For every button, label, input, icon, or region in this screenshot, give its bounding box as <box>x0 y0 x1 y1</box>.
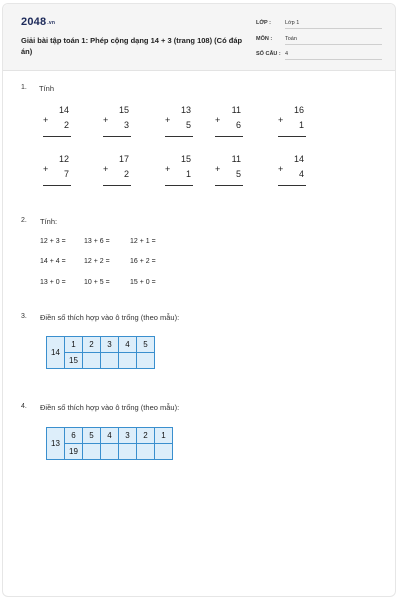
table-lead-cell: 13 <box>47 428 65 460</box>
addend-top: 14 <box>293 154 304 164</box>
sum-line <box>278 136 306 137</box>
table-cell: 3 <box>119 428 137 444</box>
addend-bottom: 3 <box>123 120 129 130</box>
expression: 12 + 2 = <box>84 258 110 265</box>
addend-top: 11 <box>231 105 241 115</box>
addition-problem <box>43 154 73 194</box>
addend-top: 13 <box>180 105 191 115</box>
fill-in-table <box>46 427 173 460</box>
logo-text: 2048 <box>21 16 47 28</box>
meta-count-value: 4 <box>285 51 382 60</box>
table-cell: 2 <box>137 428 155 444</box>
addend-top: 11 <box>231 154 241 164</box>
site-logo[interactable] <box>21 16 55 28</box>
plus-sign: + <box>165 115 171 125</box>
addition-problem <box>43 105 73 145</box>
table-cell: 2 <box>83 337 101 353</box>
sum-line <box>43 136 71 137</box>
page-title: Giải bài tập toán 1: Phép cộng dạng 14 + 3 (trang 108) (Có đáp án) <box>21 36 243 56</box>
q4-text: Điền số thích hợp vào ô trống (theo mẫu): <box>40 403 180 412</box>
addend-top: 14 <box>58 105 69 115</box>
q2-text: Tính: <box>40 217 58 226</box>
table-cell: 15 <box>65 353 83 369</box>
table-cell: 4 <box>119 337 137 353</box>
expression: 16 + 2 = <box>130 258 156 265</box>
sum-line <box>103 185 131 186</box>
plus-sign: + <box>278 115 284 125</box>
sum-line <box>278 185 306 186</box>
addend-bottom: 2 <box>63 120 69 130</box>
worksheet <box>2 3 396 597</box>
sum-line <box>215 185 243 186</box>
sum-line <box>165 136 193 137</box>
addition-problem <box>215 105 245 145</box>
addend-bottom: 1 <box>185 169 191 179</box>
worksheet-header <box>3 4 395 71</box>
meta-class <box>256 18 382 29</box>
meta-class-value: Lớp 1 <box>285 20 382 29</box>
answer-cell[interactable] <box>101 353 119 369</box>
q2-number: 2. <box>21 217 27 224</box>
table-cell: 3 <box>101 337 119 353</box>
addend-top: 15 <box>180 154 191 164</box>
plus-sign: + <box>43 164 49 174</box>
addend-top: 12 <box>58 154 69 164</box>
fill-in-table <box>46 336 155 369</box>
table-lead-cell: 14 <box>47 337 65 369</box>
table-cell: 5 <box>137 337 155 353</box>
table-cell: 6 <box>65 428 83 444</box>
expression: 13 + 6 = <box>84 238 110 245</box>
expression: 10 + 5 = <box>84 279 110 286</box>
answer-cell[interactable] <box>155 444 173 460</box>
q3-number: 3. <box>21 313 27 320</box>
addition-problem <box>165 154 195 194</box>
plus-sign: + <box>103 115 109 125</box>
answer-cell[interactable] <box>101 444 119 460</box>
answer-cell[interactable] <box>83 353 101 369</box>
addend-bottom: 4 <box>298 169 304 179</box>
addend-bottom: 1 <box>298 120 304 130</box>
addend-bottom: 5 <box>185 120 191 130</box>
expression: 12 + 3 = <box>40 238 66 245</box>
plus-sign: + <box>165 164 171 174</box>
table-cell: 5 <box>83 428 101 444</box>
addend-bottom: 2 <box>123 169 129 179</box>
sum-line <box>165 185 193 186</box>
plus-sign: + <box>43 115 49 125</box>
expression: 15 + 0 = <box>130 279 156 286</box>
addend-bottom: 5 <box>235 169 241 179</box>
addend-top: 15 <box>118 105 129 115</box>
addition-problem <box>103 105 133 145</box>
addition-problem <box>165 105 195 145</box>
meta-subject <box>256 34 382 45</box>
answer-cell[interactable] <box>119 444 137 460</box>
meta-subject-label: MÔN : <box>256 36 273 42</box>
plus-sign: + <box>103 164 109 174</box>
meta-class-label: LỚP : <box>256 20 271 26</box>
addition-problem <box>278 105 308 145</box>
q4-number: 4. <box>21 403 27 410</box>
plus-sign: + <box>215 164 221 174</box>
sum-line <box>215 136 243 137</box>
expression: 13 + 0 = <box>40 279 66 286</box>
meta-count-label: SỐ CÂU : <box>256 51 281 57</box>
q1-number: 1. <box>21 84 27 91</box>
sum-line <box>103 136 131 137</box>
answer-cell[interactable] <box>137 444 155 460</box>
meta-subject-value: Toán <box>285 36 382 45</box>
table-cell: 1 <box>65 337 83 353</box>
answer-cell[interactable] <box>119 353 137 369</box>
addition-problem <box>103 154 133 194</box>
answer-cell[interactable] <box>83 444 101 460</box>
meta-question-count <box>256 49 382 60</box>
table-cell: 1 <box>155 428 173 444</box>
q3-text: Điền số thích hợp vào ô trống (theo mẫu): <box>40 313 180 322</box>
answer-cell[interactable] <box>137 353 155 369</box>
addend-top: 16 <box>293 105 304 115</box>
sum-line <box>43 185 71 186</box>
addition-problem <box>215 154 245 194</box>
table-cell: 19 <box>65 444 83 460</box>
addend-bottom: 6 <box>235 120 241 130</box>
expression: 14 + 4 = <box>40 258 66 265</box>
q1-text: Tính <box>39 84 55 93</box>
plus-sign: + <box>215 115 221 125</box>
addend-top: 17 <box>118 154 129 164</box>
expression: 12 + 1 = <box>130 238 156 245</box>
addend-bottom: 7 <box>63 169 69 179</box>
logo-suffix: .vn <box>47 20 56 26</box>
plus-sign: + <box>278 164 284 174</box>
addition-problem <box>278 154 308 194</box>
table-cell: 4 <box>101 428 119 444</box>
